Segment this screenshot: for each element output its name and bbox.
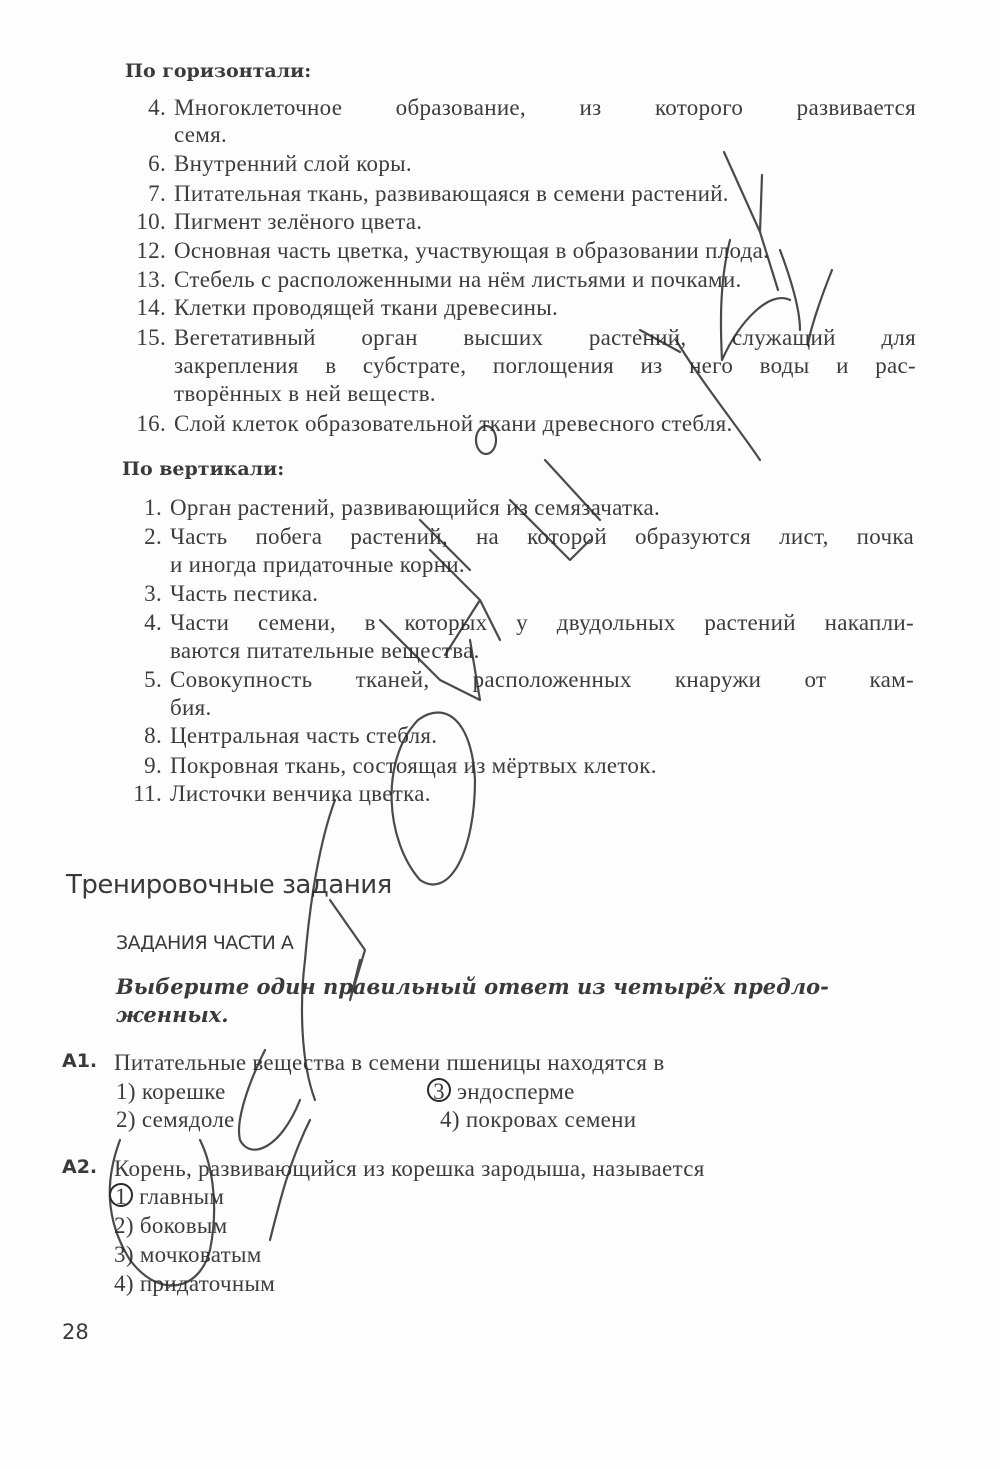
option-paren: ) (451, 1107, 466, 1132)
circled-option-number: 1 (109, 1183, 133, 1207)
question-text: Питательные вещества в семени пшеницы находятся в (114, 1050, 665, 1075)
option-paren: ) (127, 1107, 142, 1132)
item-number: 10. (136, 209, 166, 234)
down-heading: По вертикали: (122, 458, 285, 480)
option-text: мочковатым (139, 1242, 262, 1267)
instruction-line-1: Выберите один правильный ответ из четырёх предло- (116, 974, 829, 999)
item-text: Часть пестика. (170, 581, 319, 606)
option-text: главным (139, 1184, 225, 1209)
item-number: 1. (144, 495, 162, 520)
across-heading: По горизонтали: (125, 60, 312, 82)
down-item (114, 609, 914, 637)
option-text: семядоле (141, 1107, 235, 1132)
item-text: Вегетативный орган высших растений, служащий для (174, 325, 916, 350)
item-number: 4. (144, 610, 162, 635)
answer-option[interactable] (114, 1212, 228, 1240)
item-number: 3. (144, 581, 162, 606)
option-number: 1 (116, 1079, 128, 1104)
page-number: 28 (62, 1320, 89, 1344)
item-text: Листочки венчика цветка. (170, 781, 431, 806)
item-number: 7. (148, 181, 166, 206)
option-paren: ) (125, 1242, 140, 1267)
item-number: 15. (136, 325, 166, 350)
item-text: Покровная ткань, состоящая из мёртвых клеток. (170, 753, 657, 778)
item-number: 9. (144, 753, 162, 778)
option-number: 3 (114, 1242, 126, 1267)
item-number: 14. (136, 295, 166, 320)
item-text: Части семени, в которых у двудольных растений накапли- (170, 610, 914, 635)
option-number: 2 (116, 1107, 128, 1132)
instruction-line-2: женных. (116, 1002, 229, 1027)
item-text: Часть побега растений, на которой образуются лист, почка (170, 524, 914, 549)
option-text: корешке (141, 1079, 226, 1104)
question-text: Корень, развивающийся из корешка зародыша, называется (114, 1156, 705, 1181)
across-item (118, 94, 918, 122)
item-text: бия. (170, 695, 212, 720)
item-text: Пигмент зелёного цвета. (174, 209, 423, 234)
item-text: Многоклеточное образование, из которого развивается (174, 95, 916, 120)
item-text: Внутренний слой коры. (174, 151, 412, 176)
answer-option[interactable] (114, 1270, 275, 1298)
section-subtitle: ЗАДАНИЯ ЧАСТИ А (116, 932, 294, 954)
option-text: боковым (139, 1213, 228, 1238)
item-text: и иногда придаточные корни. (170, 552, 465, 577)
answer-option-selected[interactable] (430, 1078, 575, 1106)
item-text: Стебель с расположенными на нём листьями и почками. (174, 267, 742, 292)
item-text: закрепления в субстрате, поглощения из него воды и рас- (174, 353, 916, 378)
item-text: Совокупность тканей, расположенных кнаружи от кам- (170, 667, 914, 692)
option-number: 2 (114, 1213, 126, 1238)
item-number: 13. (136, 267, 166, 292)
option-paren: ) (127, 1079, 142, 1104)
question-label: А1. (62, 1050, 98, 1072)
circled-option-number: 3 (427, 1078, 451, 1102)
item-number: 5. (144, 667, 162, 692)
answer-option[interactable] (116, 1106, 235, 1134)
item-number: 4. (148, 95, 166, 120)
option-text: придаточным (139, 1271, 276, 1296)
option-number: 4 (440, 1107, 452, 1132)
item-text: Слой клеток образовательной ткани древесного стебля. (174, 411, 733, 436)
question-label: А2. (62, 1156, 98, 1178)
item-number: 2. (144, 524, 162, 549)
answer-option[interactable] (116, 1078, 226, 1106)
item-number: 8. (144, 723, 162, 748)
item-text: творённых в ней веществ. (174, 381, 436, 406)
item-text: Орган растений, развивающийся из семязачатка. (170, 495, 661, 520)
item-text: Основная часть цветка, участвующая в образовании плода. (174, 238, 770, 263)
down-item (114, 666, 914, 694)
item-number: 16. (136, 411, 166, 436)
section-title: Тренировочные задания (66, 870, 392, 900)
item-text: Центральная часть стебля. (170, 723, 438, 748)
item-number: 6. (148, 151, 166, 176)
item-number: 11. (133, 781, 162, 806)
option-paren: ) (125, 1271, 140, 1296)
across-item (114, 324, 916, 352)
item-text: Питательная ткань, развивающаяся в семени растений. (174, 181, 729, 206)
option-number: 4 (114, 1271, 126, 1296)
across-item-cont (114, 352, 916, 380)
across-item-cont (118, 121, 918, 149)
option-paren: ) (125, 1213, 140, 1238)
item-text: семя. (174, 122, 228, 147)
down-item (114, 523, 914, 551)
answer-option[interactable] (114, 1241, 262, 1269)
answer-option[interactable] (440, 1106, 636, 1134)
option-text: покровах семени (465, 1107, 637, 1132)
item-text: Клетки проводящей ткани древесины. (174, 295, 559, 320)
answer-option-selected[interactable] (112, 1183, 224, 1211)
item-number: 12. (136, 238, 166, 263)
item-text: ваются питательные вещества. (170, 638, 480, 663)
option-text: эндосперме (457, 1079, 575, 1104)
